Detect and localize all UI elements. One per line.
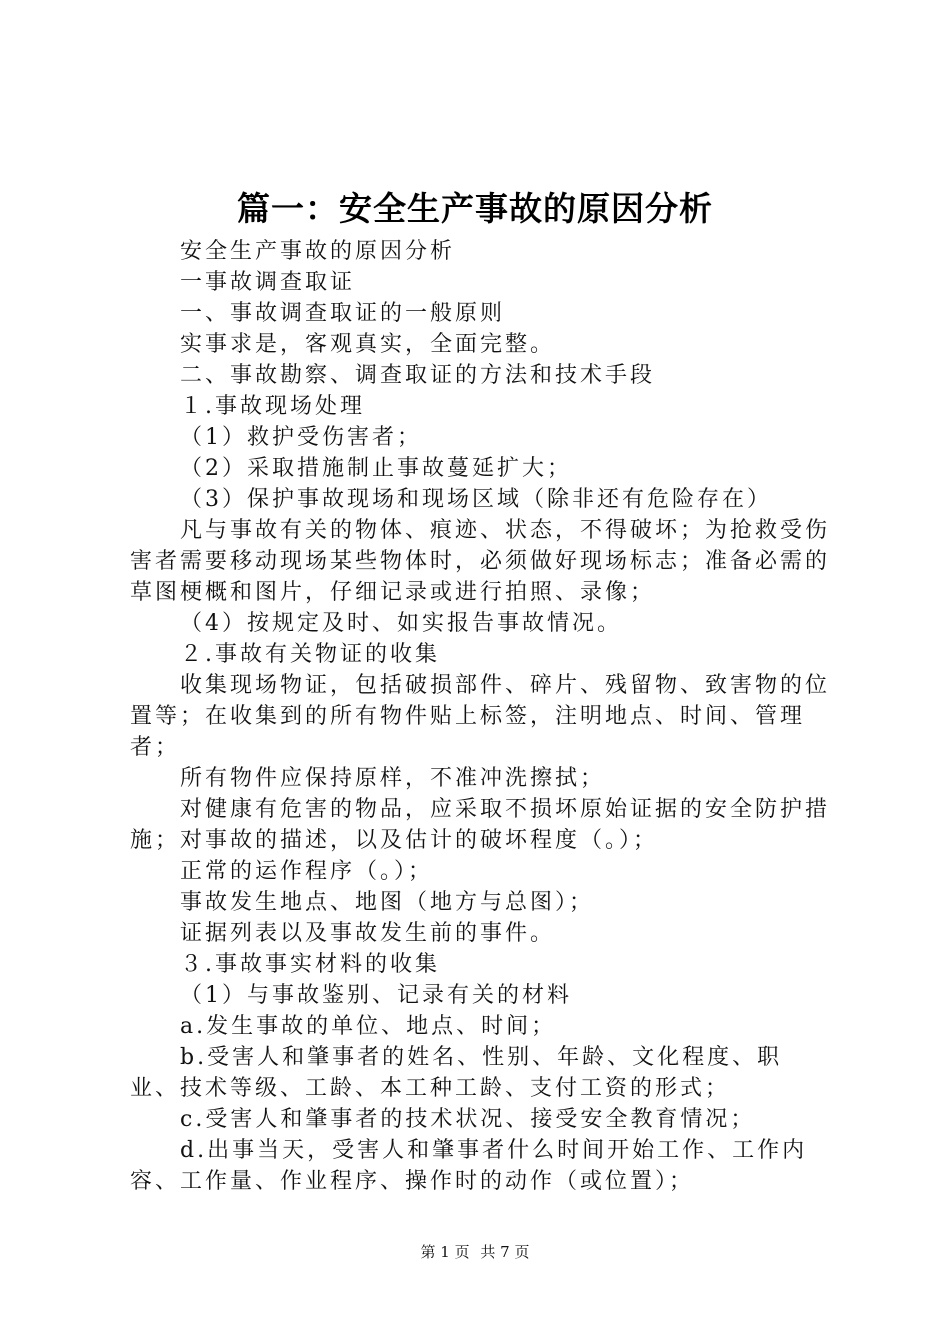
paragraph: a.发生事故的单位、地点、时间； (180, 1014, 557, 1039)
paragraph: 凡与事故有关的物体、痕迹、状态，不得破坏；为抢救受伤害者需要移动现场某些物体时，必须做好现场标志；准备必需的草图梗概和图片，仔细记录或进行拍照、录像； (130, 518, 831, 605)
paragraph: 正常的运作程序（。）； (180, 859, 434, 884)
paragraph: 一事故调查取证 (180, 270, 356, 295)
paragraph: （1）与事故鉴别、记录有关的材料 (180, 983, 572, 1008)
paragraph: c.受害人和肇事者的技术状况、接受安全教育情况； (180, 1107, 756, 1132)
page-number: 第 1 页 (420, 1243, 470, 1261)
paragraph: b.受害人和肇事者的姓名、性别、年龄、文化程度、职业、技术等级、工龄、本工种工龄、支付工资的形式； (130, 1045, 783, 1101)
paragraph: 对健康有危害的物品，应采取不损坏原始证据的安全防护措施；对事故的描述，以及估计的破坏程度（。）； (130, 797, 831, 853)
paragraph: d.出事当天，受害人和肇事者什么时间开始工作、工作内容、工作量、作业程序、操作时的动作（或位置）； (130, 1138, 808, 1194)
paragraph: 一、事故调查取证的一般原则 (180, 301, 506, 326)
paragraph: 安全生产事故的原因分析 (180, 239, 456, 264)
page-total: 共 7 页 (480, 1243, 530, 1261)
paragraph: （1）救护受伤害者； (180, 425, 422, 450)
paragraph: 二、事故勘察、调查取证的方法和技术手段 (180, 363, 656, 388)
paragraph: 收集现场物证，包括破损部件、碎片、残留物、致害物的位置等；在收集到的所有物件贴上标签，注明地点、时间、管理者； (130, 673, 831, 760)
page-footer (0, 1240, 950, 1264)
document-body (130, 236, 830, 1197)
paragraph: ３.事故事实材料的收集 (180, 952, 440, 977)
paragraph: ２.事故有关物证的收集 (180, 642, 440, 667)
paragraph: 实事求是，客观真实，全面完整。 (180, 332, 556, 357)
paragraph: （3）保护事故现场和现场区域（除非还有危险存在） (180, 487, 772, 512)
document-title: 篇一：安全生产事故的原因分析 (237, 189, 713, 228)
paragraph: 所有物件应保持原样，不准冲洗擦拭； (180, 766, 606, 791)
paragraph: （2）采取措施制止事故蔓延扩大； (180, 456, 572, 481)
paragraph: （4）按规定及时、如实报告事故情况。 (180, 611, 622, 636)
paragraph: 事故发生地点、地图（地方与总图）； (180, 890, 595, 915)
paragraph: 证据列表以及事故发生前的事件。 (180, 921, 556, 946)
paragraph: １.事故现场处理 (180, 394, 365, 419)
